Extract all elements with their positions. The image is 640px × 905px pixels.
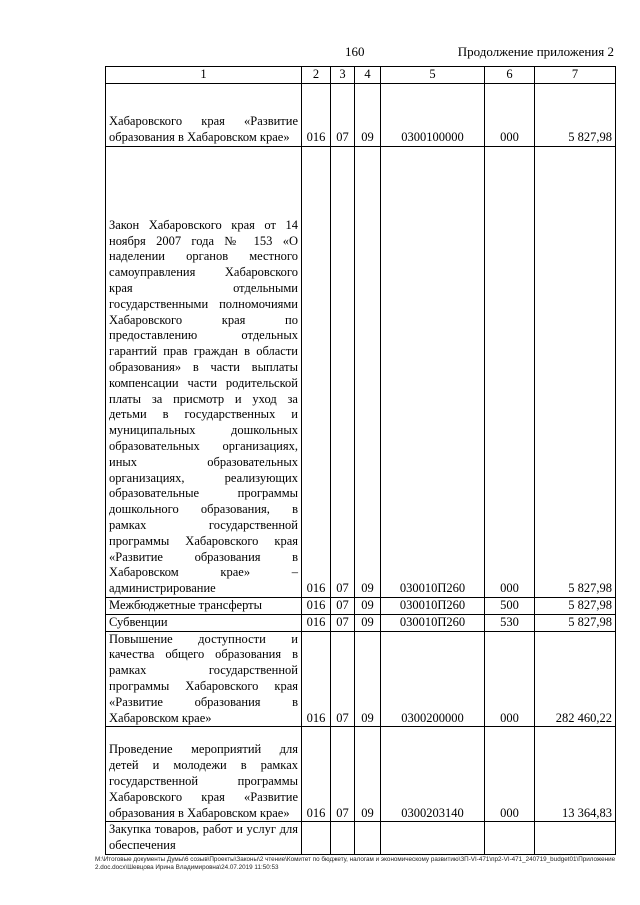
- row-subsection: 09: [355, 614, 381, 631]
- row-subsection: [355, 822, 381, 855]
- row-subsection: 09: [355, 598, 381, 615]
- row-target-code: 030010П260: [381, 614, 485, 631]
- row-ministry: 016: [302, 727, 331, 822]
- row-amount: 13 364,83: [535, 727, 616, 822]
- row-amount: 5 827,98: [535, 84, 616, 147]
- row-name: Закупка товаров, работ и услуг для обеспечения: [106, 822, 302, 855]
- row-target-code: 030010П260: [381, 598, 485, 615]
- row-section: 07: [331, 598, 355, 615]
- row-name: Повышение доступности и качества общего образования в рамках государственной программы Хабаровского края «Развитие образования в Хабаровском крае»: [106, 631, 302, 727]
- row-expense-type: 000: [485, 631, 535, 727]
- row-name: Межбюджетные трансферты: [106, 598, 302, 615]
- document-path-footer: M:\Итоговые документы Думы\6 созыв\Проекты\Законы\2 чтение\Комитет по бюджету, налогам и экономическому развитию\ЗП-VI-471\пр2-VI-471_240719_budget01\Приложение 2.doc.docx\Шевцова Ирина Владимировна\24.07.2019 11:50:53: [95, 856, 616, 871]
- row-amount: 282 460,22: [535, 631, 616, 727]
- row-name: Субвенции: [106, 614, 302, 631]
- header-row: [106, 67, 616, 84]
- row-target-code: 0300100000: [381, 84, 485, 147]
- row-ministry: 016: [302, 84, 331, 147]
- table-row: [106, 84, 616, 147]
- col-header-7: 7: [535, 67, 616, 84]
- row-ministry: [302, 822, 331, 855]
- row-target-code: [381, 822, 485, 855]
- row-expense-type: 530: [485, 614, 535, 631]
- row-expense-type: 500: [485, 598, 535, 615]
- row-amount: 5 827,98: [535, 147, 616, 598]
- table-row: [106, 614, 616, 631]
- table-row: [106, 631, 616, 727]
- row-section: 07: [331, 84, 355, 147]
- continuation-label: Продолжение приложения 2: [457, 44, 614, 59]
- col-header-5: 5: [381, 67, 485, 84]
- row-expense-type: [485, 822, 535, 855]
- row-section: 07: [331, 631, 355, 727]
- row-ministry: 016: [302, 631, 331, 727]
- row-subsection: 09: [355, 147, 381, 598]
- row-target-code: 030010П260: [381, 147, 485, 598]
- appendix-table: [105, 66, 616, 855]
- row-ministry: 016: [302, 598, 331, 615]
- row-amount: 5 827,98: [535, 598, 616, 615]
- row-subsection: 09: [355, 727, 381, 822]
- row-expense-type: 000: [485, 147, 535, 598]
- col-header-2: 2: [302, 67, 331, 84]
- table-row: [106, 727, 616, 822]
- row-section: 07: [331, 147, 355, 598]
- row-expense-type: 000: [485, 727, 535, 822]
- col-header-3: 3: [331, 67, 355, 84]
- table-row: [106, 822, 616, 855]
- row-target-code: 0300203140: [381, 727, 485, 822]
- row-ministry: 016: [302, 614, 331, 631]
- page-number: 160: [345, 44, 365, 59]
- row-name: Хабаровского края «Развитие образования в Хабаровском крае»: [106, 84, 302, 147]
- col-header-6: 6: [485, 67, 535, 84]
- row-section: 07: [331, 727, 355, 822]
- row-subsection: 09: [355, 631, 381, 727]
- row-target-code: 0300200000: [381, 631, 485, 727]
- row-amount: [535, 822, 616, 855]
- row-subsection: 09: [355, 84, 381, 147]
- row-section: 07: [331, 614, 355, 631]
- row-ministry: 016: [302, 147, 331, 598]
- row-name: Закон Хабаровского края от 14 ноября 2007 года № 153 «О наделении органов местного самоуправления Хабаровского края отдельными государственными полномочиями Хабаровского края по предоставлению отдельных гарантий прав граждан в области образования» в части выплаты компенсации части родительской платы за присмотр и уход за детьми в государственных и муниципальных дошкольных образовательных организациях, иных образовательных организациях, реализующих образовательные программы дошкольного образования, в рамках государственной программы Хабаровского края «Развитие образования в Хабаровском крае» – администрирование: [106, 147, 302, 598]
- row-amount: 5 827,98: [535, 614, 616, 631]
- col-header-4: 4: [355, 67, 381, 84]
- row-expense-type: 000: [485, 84, 535, 147]
- col-header-1: 1: [106, 67, 302, 84]
- table-row: [106, 598, 616, 615]
- table-row: [106, 147, 616, 598]
- row-name: Проведение мероприятий для детей и молодежи в рамках государственной программы Хабаровского края «Развитие образования в Хабаровском крае»: [106, 727, 302, 822]
- row-section: [331, 822, 355, 855]
